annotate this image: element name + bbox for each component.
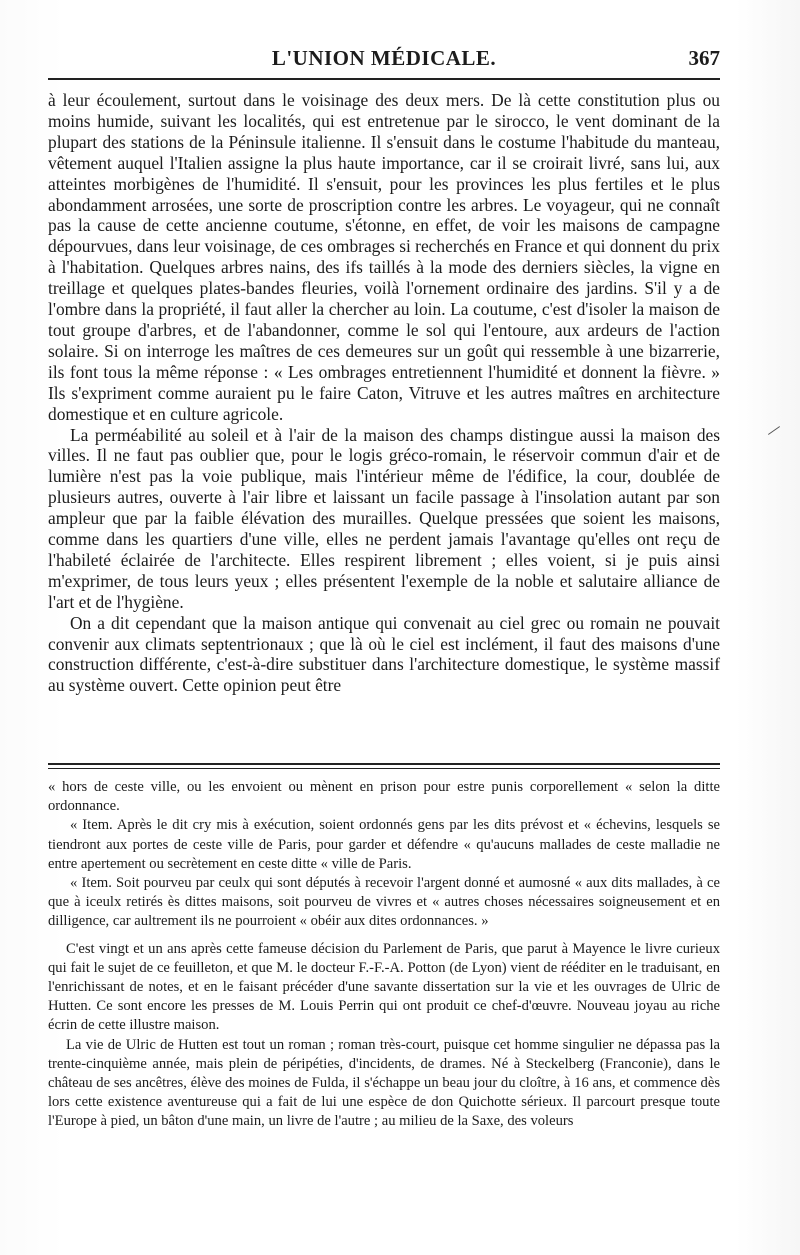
feuilleton-paragraph: C'est vingt et un ans après cette fameuse décision du Parlement de Paris, que parut à Mayence le livre curieux qui fait le sujet de ce feuilleton, et que M. le docteur F.-F.-A. Potton (de Lyon) vient de rééditer en le traduisant, en l'enrichissant de notes, et en le faisant précéder d'une savante dissertation sur la vie et les ouvrages de Ulric de Hutten. Ce sont encore les presses de M. Louis Perrin qui ont produit ce chef-d'œuvre. Nouveau joyau au riche écrin de cette illustre maison. — [48, 940, 720, 1034]
margin-pencil-mark — [768, 426, 780, 435]
feuilleton-text — [48, 778, 720, 1132]
quote-paragraph: « Item. Après le dit cry mis à exécution, soient ordonnés gens par les dits prévost et « échevins, lesquels se tiendront aux portes de ceste ville de Paris, pour garder et défendre « qu'aucuns mallades de ceste malladie ne entre apertement ou secrètement en ceste ditte « ville de Paris. — [48, 817, 720, 872]
main-text — [48, 90, 720, 696]
header-rule — [48, 78, 720, 80]
paragraph: On a dit cependant que la maison antique qui convenait au ciel grec ou romain ne pouvait convenir aux climats septentrionaux ; que là où le ciel est inclément, il faut des maisons d'une construction différente, c'est-à-dire substituer dans l'architecture domestique, le système massif au système ouvert. Cette opinion peut être — [48, 612, 720, 696]
feuilleton-rule-thin — [48, 768, 720, 769]
page-number: 367 — [688, 46, 720, 70]
feuilleton-rule — [48, 763, 720, 765]
quote-paragraph: « hors de ceste ville, ou les envoient ou mènent en prison pour estre punis corporellement « selon la ditte ordonnance. — [48, 779, 720, 815]
spacer — [48, 932, 720, 940]
quote-paragraph: « Item. Soit pourveu par ceulx qui sont députés à recevoir l'argent donné et aumosné « aux dits mallades, à ce que à iceulx retirés ès dittes maisons, soit pourveu de vivres et « autres choses nécessaires soigneusement et en dilligence, car aultrement ils ne pourroient « obéir aux dites ordonnances. » — [48, 875, 720, 930]
paragraph: à leur écoulement, surtout dans le voisinage des deux mers. De là cette constitution plus ou moins humide, suivant les localités, qui est entretenue par le sirocco, le vent dominant de la plupart des stations de la Péninsule italienne. Il s'ensuit dans le costume l'habitude du manteau, vêtement auquel l'Italien assigne la plus haute importance, car il se croirait livré, sans lui, aux atteintes morbigènes de l'humidité. Il s'ensuit, pour les provinces les plus fertiles et le plus abondamment arrosées, une sorte de proscription contre les arbres. Le voyageur, qui ne connaît pas la cause de cette ancienne coutume, s'étonne, en effet, de voir les maisons de campagne dépourvues, dans leur voisinage, de ces ombrages si recherchés en France et qui donnent du prix à l'habitation. Quelques arbres nains, des ifs taillés à la mode des derniers siècles, la vigne en treillage et quelques plates-bandes fleuries, voilà l'ornement ordinaire des jardins. S'il y a de l'ombre dans la propriété, il faut aller la chercher au loin. La coutume, c'est d'isoler la maison de tout groupe d'arbres, et de l'abandonner, comme le sol qui l'entoure, aux ardeurs de l'action solaire. Si on interroge les maîtres de ces demeures sur un goût qui ressemble à une bizarrerie, ils font tous la même réponse : « Les ombrages entretiennent l'humidité et donnent la fièvre. » Ils s'expriment comme auraient pu le faire Caton, Vitruve et les autres maîtres en architecture domestique et en culture agricole. — [48, 90, 720, 424]
feuilleton-paragraph: La vie de Ulric de Hutten est tout un roman ; roman très-court, puisque cet homme singulier ne dépassa pas la trente-cinquième année, mais plein de péripéties, d'incidents, de drames. Né à Steckelberg (Franconie), dans le château de ses ancêtres, élève des moines de Fulda, il s'échappe un beau jour du cloître, à 16 ans, et commence dès lors cette existence aventureuse qui a fait de lui une espèce de don Quichotte sérieux. Il parcourt presque toute l'Europe à pied, un bâton d'une main, un livre de l'autre ; au milieu de la Saxe, des voleurs — [48, 1036, 720, 1130]
running-header — [48, 44, 720, 76]
paragraph: La perméabilité au soleil et à l'air de la maison des champs distingue aussi la maison des villes. Il ne faut pas oublier que, pour le logis gréco-romain, le réservoir commun d'air et de lumière n'est pas la voie publique, mais l'intérieur même de l'édifice, la cour, doublée de plusieurs autres, ouverte à l'air libre et laissant un facile passage à l'insolation autant par son ampleur que par la faible élévation des murailles. Quelque pressées que soient les maisons, comme dans les quartiers d'une ville, elles ne perdent jamais l'avantage qu'elles ont reçu de l'habileté éclairée de l'architecte. Elles respirent librement ; elles voient, si je puis ainsi m'exprimer, de tous leurs yeux ; elles présentent l'exemple de la noble et salutaire alliance de l'art et de l'hygiène. — [48, 424, 720, 612]
journal-title: L'UNION MÉDICALE. — [271, 46, 497, 70]
